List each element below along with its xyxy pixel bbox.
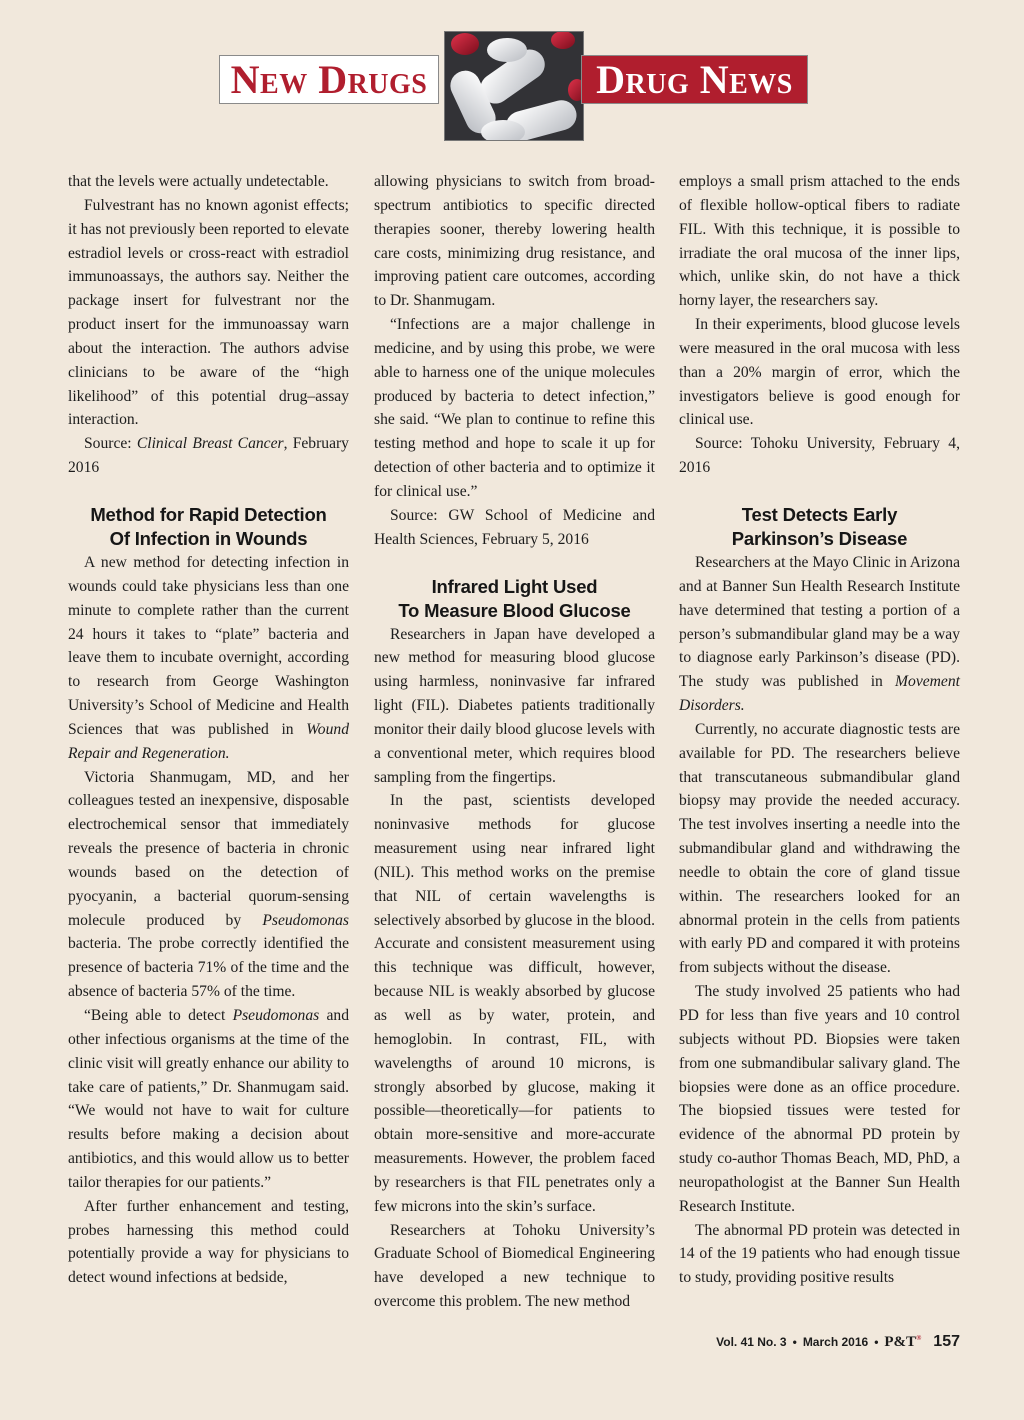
pills-illustration	[445, 32, 584, 141]
journal-logo: P&T®	[884, 1334, 922, 1350]
paragraph: employs a small prism attached to the ends of flexible hollow-optical fibers to radiate FIL. With this technique, it is possible to irradiate the oral mucosa of the inner lips, which, unlike skin, do not have a thick horny layer, the researchers say.	[679, 173, 960, 310]
journal-name: Clinical Breast Cancer	[136, 435, 284, 453]
volume-info: Vol. 41 No. 3	[716, 1335, 787, 1349]
article-heading-wound-detection: Method for Rapid Detection Of Infection in Wounds	[90, 503, 327, 549]
article-column-1	[68, 170, 349, 1290]
paragraph: Victoria Shanmugam, MD, and her colleagues tested an inexpensive, disposable electrochemical sensor that immediately reveals the presence of bacteria in chronic wounds based on the detection of pyocyanin, a bacterial quorum-sensing molecule produced by Pseudomonas bacteria. The probe correctly identified the presence of bacteria 71% of the time and the absence of bacteria 57% of the time.	[68, 768, 349, 1001]
page-number: 157	[933, 1333, 960, 1350]
article-heading-blood-glucose: Infrared Light Used To Measure Blood Glucose	[398, 575, 631, 621]
pills-photo	[444, 31, 584, 141]
paragraph: A new method for detecting infection in wounds could take physicians less than one minute to complete rather than the current 24 hours it takes to “plate” bacteria and leave them to incubate overnight, according to research from George Washington University’s School of Medicine and Health Sciences that was published in Wound Repair and Regeneration.	[68, 553, 349, 762]
paragraph: In the past, scientists developed noninvasive methods for glucose measurement using near infrared light (NIL). This method works on the premise that NIL of certain wavelengths is selectively absorbed by glucose in the blood. Accurate and consistent measurement using this technique was difficult, however, because NIL is weakly absorbed by glucose as well as by water, protein, and hemoglobin. In contrast, FIL, with wavelengths of around 10 microns, is strongly absorbed by glucose, making it possible—theoretically—for patients to obtain more-sensitive and more-accurate measurements. However, the problem faced by researchers is that FIL penetrates only a few microns into the skin’s surface.	[374, 792, 655, 1215]
source-line: Source: GW School of Medicine and Health Sciences, February 5, 2016	[374, 506, 655, 548]
paragraph: After further enhancement and testing, probes harnessing this method could potentially provide a way for physicians to detect wound infections at bedside,	[68, 1197, 349, 1287]
separator: •	[874, 1335, 879, 1349]
paragraph: “Infections are a major challenge in medicine, and by using this probe, we were able to harness one of the unique molecules produced by bacteria to detect infection,” she said. “We plan to continue to refine this testing method and hope to scale it up for detection of other bacteria and to optimize it for clinical use.”	[374, 316, 655, 500]
journal-name: Wound Repair and Regeneration.	[68, 720, 349, 762]
journal-name: Movement Disorders.	[679, 673, 960, 715]
paragraph: In their experiments, blood glucose levels were measured in the oral mucosa with less than a 20% margin of error, which the investigators believe is good enough for clinical use.	[679, 316, 960, 429]
section-label-new-drugs	[219, 55, 439, 104]
drug-news-label: Drug News	[596, 56, 793, 102]
paragraph: “Being able to detect Pseudomonas and other infectious organisms at the time of the clinic visit will greatly enhance our ability to take care of patients,” Dr. Shanmugam said. “We would not have to wait for culture results before making a decision about antibiotics, and this would allow us to better tailor therapies for our patients.”	[68, 1007, 350, 1191]
issue-date: March 2016	[802, 1335, 869, 1349]
separator: •	[792, 1335, 797, 1349]
paragraph: Currently, no accurate diagnostic tests are available for PD. The researchers believe that transcutaneous submandibular gland biopsy may provide the needed accuracy. The test involves inserting a needle into the submandibular gland and withdrawing the needle to obtain the core of gland tissue within. The researchers looked for an abnormal protein in the cells from patients with early PD and compared it with proteins from subjects without the disease.	[679, 720, 960, 977]
new-drugs-label: New Drugs	[230, 56, 428, 102]
paragraph: Researchers at Tohoku University’s Graduate School of Biomedical Engineering have developed a new technique to overcome this problem. The new method	[374, 1221, 655, 1311]
species-name: Pseudomonas	[262, 911, 349, 929]
article-column-3	[679, 170, 960, 1290]
article-heading-parkinsons: Test Detects Early Parkinson’s Disease	[731, 503, 908, 549]
page-footer	[716, 1333, 960, 1351]
species-name: Pseudomonas	[232, 1007, 320, 1024]
source-line: Source: Clinical Breast Cancer, February 2016	[68, 435, 349, 477]
paragraph: Fulvestrant has no known agonist effects; it has not previously been reported to elevate estradiol levels or cross-react with estradiol immunoassays, the authors say. Neither the package insert for fulvestrant nor the product insert for the immunoassay warn about the interaction. The authors advise clinicians to be aware of the “high likelihood” of this potential drug–assay interaction.	[68, 196, 349, 429]
source-line: Source: Tohoku University, February 4, 2016	[679, 435, 960, 477]
paragraph: Researchers in Japan have developed a new method for measuring blood glucose using harmless, noninvasive far infrared light (FIL). Diabetes patients traditionally monitor their daily blood glucose levels with a conventional meter, which requires blood sampling from the fingertips.	[374, 625, 655, 786]
article-column-2	[374, 170, 655, 1314]
paragraph: Researchers at the Mayo Clinic in Arizona and at Banner Sun Health Research Institute have determined that testing a portion of a person’s submandibular gland may be a way to diagnose early Parkinson’s disease (PD). The study was published in Movement Disorders.	[679, 553, 961, 715]
paragraph: The abnormal PD protein was detected in 14 of the 19 patients who had enough tissue to study, providing positive results	[679, 1221, 960, 1287]
paragraph: that the levels were actually undetectable.	[68, 173, 329, 190]
section-label-drug-news	[581, 55, 808, 104]
paragraph: The study involved 25 patients who had PD for less than five years and 10 control subjects without PD. Biopsies were taken from one submandibular salivary gland. The biopsies were done as an office procedure. The biopsied tissues were tested for evidence of the abnormal PD protein by study co-author Thomas Beach, MD, PhD, a neuropathologist at the Banner Sun Health Research Institute.	[679, 983, 960, 1215]
paragraph: allowing physicians to switch from broad-spectrum antibiotics to specific directed therapies sooner, thereby lowering health care costs, minimizing drug resistance, and improving patient care outcomes, according to Dr. Shanmugam.	[374, 173, 655, 310]
